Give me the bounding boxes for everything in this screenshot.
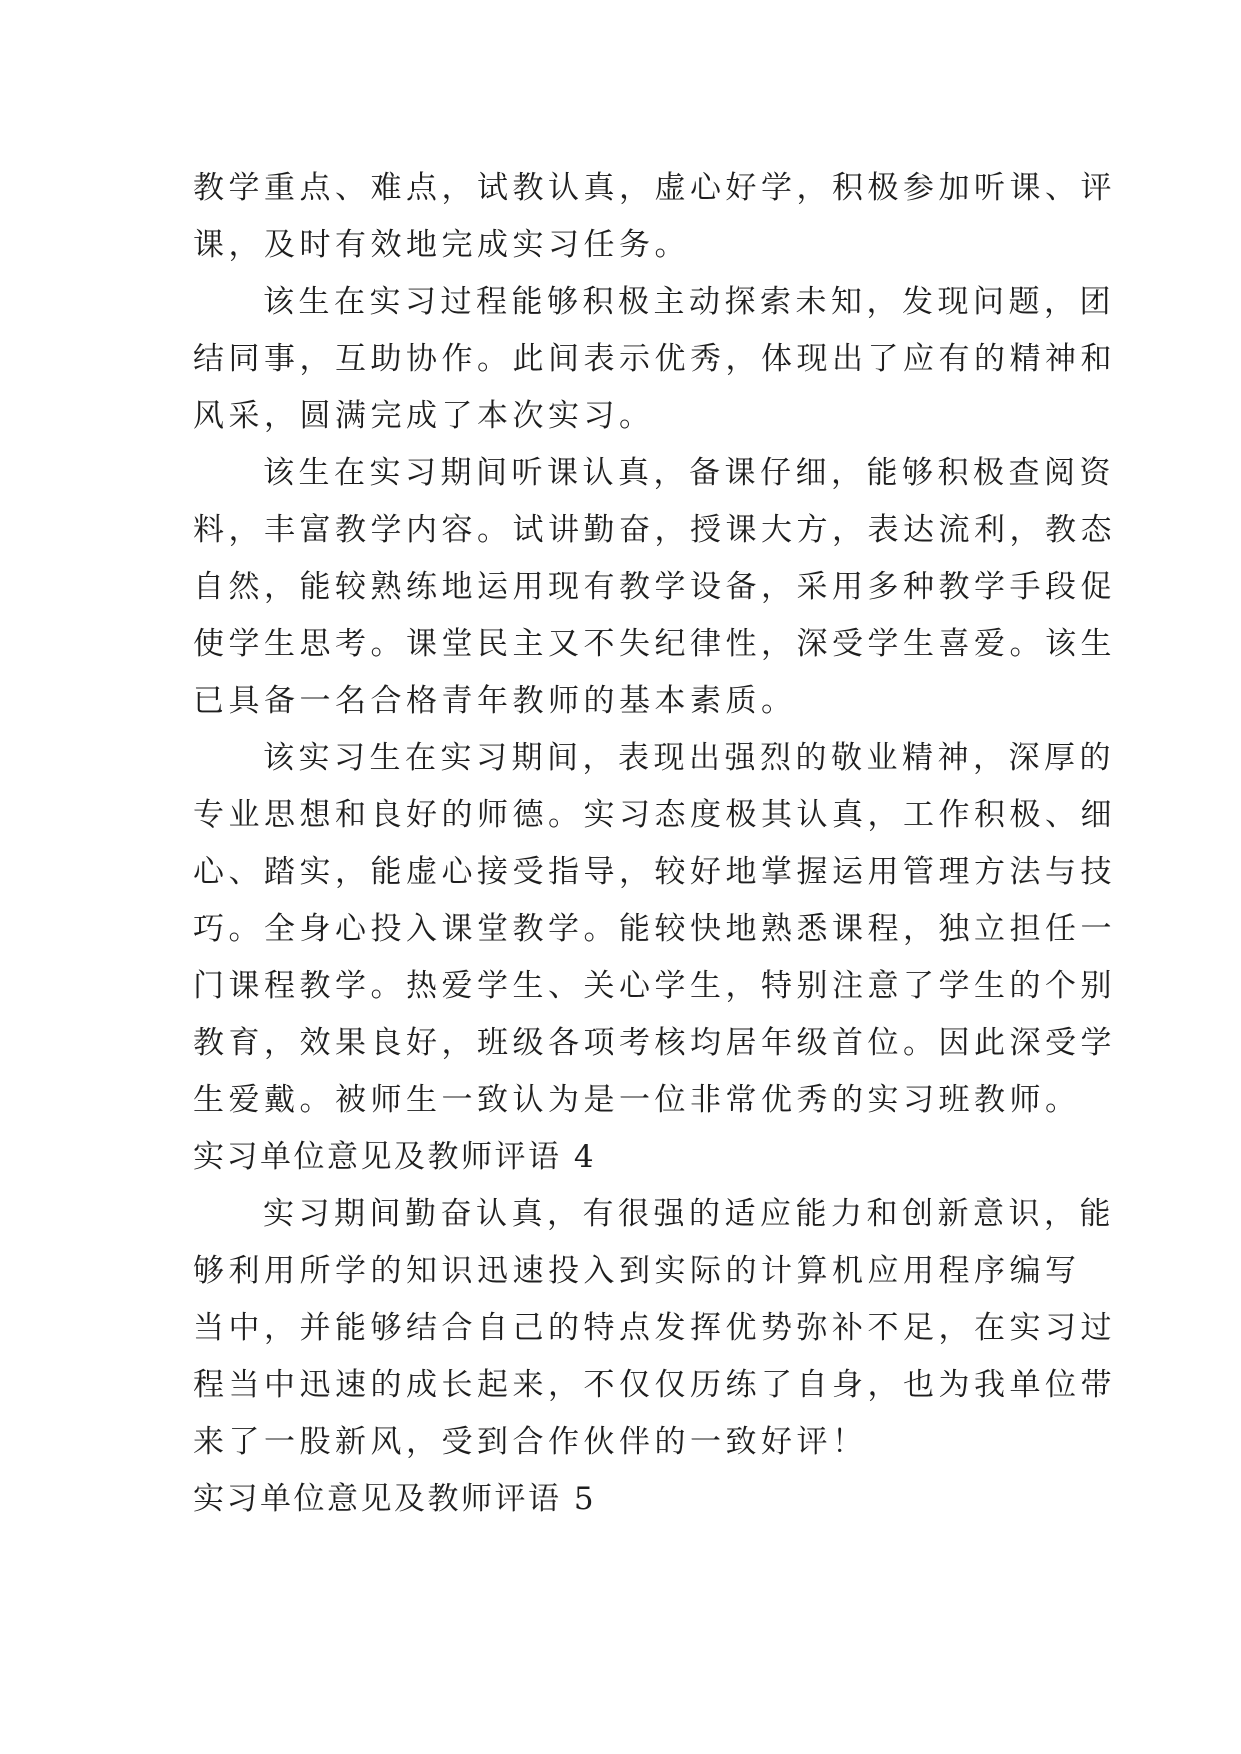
paragraph-line: 该实习生在实习期间，表现出强烈的敬业精神，深厚的 xyxy=(263,740,1115,776)
paragraph-line: 程当中迅速的成长起来，不仅仅历练了自身，也为我单位带 xyxy=(193,1367,1116,1403)
paragraph-line: 教育，效果良好，班级各项考核均居年级首位。因此深受学 xyxy=(193,1025,1116,1061)
paragraph-line: 料，丰富教学内容。试讲勤奋，授课大方，表达流利，教态 xyxy=(193,512,1116,548)
paragraph-line: 风采，圆满完成了本次实习。 xyxy=(193,398,655,434)
paragraph-line: 门课程教学。热爱学生、关心学生，特别注意了学生的个别 xyxy=(193,968,1116,1004)
paragraph-line: 来了一股新风，受到合作伙伴的一致好评！ xyxy=(193,1424,868,1460)
paragraph-4 xyxy=(193,730,1116,1129)
paragraph-line: 使学生思考。课堂民主又不失纪律性，深受学生喜爱。该生 xyxy=(193,626,1116,662)
paragraph-line: 该生在实习期间听课认真，备课仔细，能够积极查阅资 xyxy=(263,455,1115,491)
paragraph-line: 当中，并能够结合自己的特点发挥优势弥补不足，在实习过 xyxy=(193,1310,1116,1346)
paragraph-line: 自然，能较熟练地运用现有教学设备，采用多种教学手段促 xyxy=(193,569,1116,605)
section-heading-5: 实习单位意见及教师评语 5 xyxy=(193,1481,597,1517)
paragraph-1 xyxy=(193,160,1116,274)
paragraph-3 xyxy=(193,445,1116,730)
paragraph-line: 专业思想和良好的师德。实习态度极其认真，工作积极、细 xyxy=(193,797,1116,833)
paragraph-line: 课，及时有效地完成实习任务。 xyxy=(193,227,690,263)
section-heading-4: 实习单位意见及教师评语 4 xyxy=(193,1139,597,1175)
paragraph-2 xyxy=(193,274,1116,445)
paragraph-line: 心、踏实，能虚心接受指导，较好地掌握运用管理方法与技 xyxy=(193,854,1116,890)
paragraph-line: 实习期间勤奋认真，有很强的适应能力和创新意识，能 xyxy=(263,1196,1115,1232)
paragraph-line: 已具备一名合格青年教师的基本素质。 xyxy=(193,683,797,719)
document-body xyxy=(193,160,1116,1528)
paragraph-5 xyxy=(193,1186,1116,1471)
paragraph-line: 巧。全身心投入课堂教学。能较快地熟悉课程，独立担任一 xyxy=(193,911,1116,947)
paragraph-line: 教学重点、难点，试教认真，虚心好学，积极参加听课、评 xyxy=(193,170,1116,206)
paragraph-line: 够利用所学的知识迅速投入到实际的计算机应用程序编写 xyxy=(193,1253,1081,1289)
paragraph-line: 结同事，互助协作。此间表示优秀，体现出了应有的精神和 xyxy=(193,341,1116,377)
paragraph-line: 生爱戴。被师生一致认为是一位非常优秀的实习班教师。 xyxy=(193,1082,1081,1118)
paragraph-line: 该生在实习过程能够积极主动探索未知，发现问题，团 xyxy=(263,284,1115,320)
